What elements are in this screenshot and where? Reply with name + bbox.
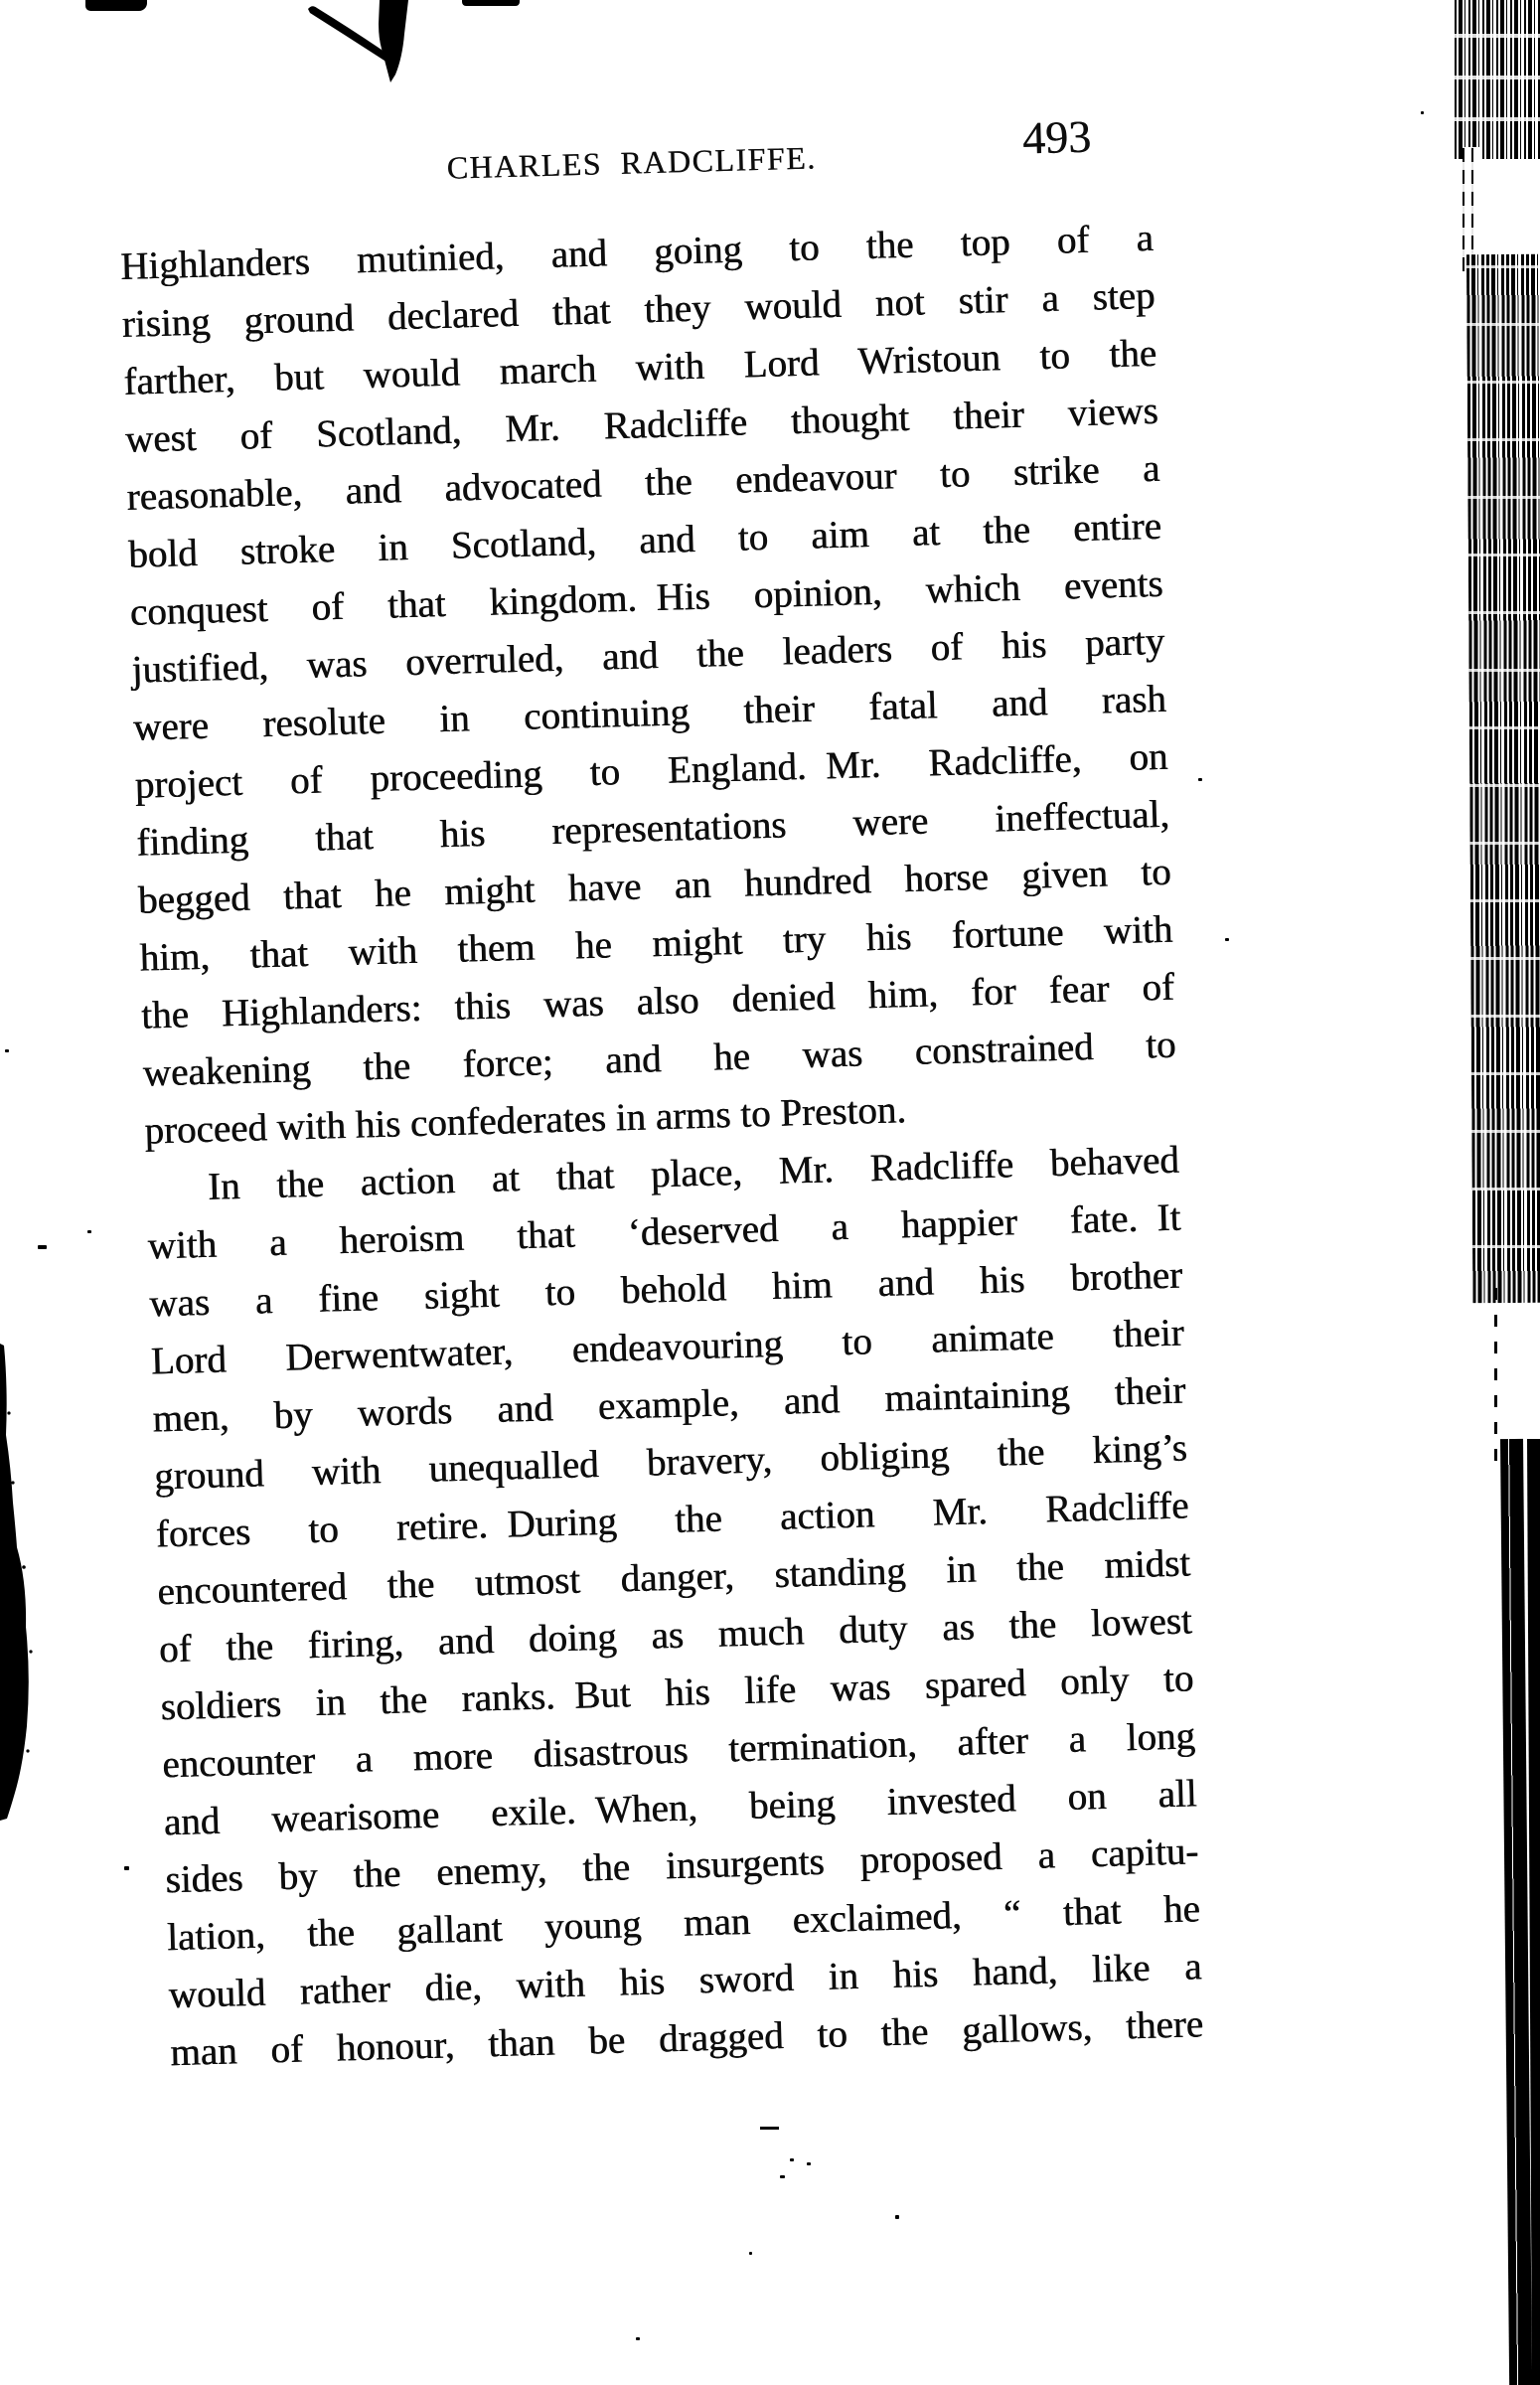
text-line: soldiers in the ranks. But his life was spared only to (160, 1657, 1194, 1729)
text-line: Lord Derwentwater, endeavouring to animate their (150, 1311, 1185, 1383)
page-text-block (117, 110, 1204, 2082)
text-line: ground with unequalled bravery, obliging the king’s (153, 1426, 1188, 1499)
running-header-title: CHARLES RADCLIFFE. (446, 139, 818, 186)
text-line: weakening the force; and he was constrained to (142, 1023, 1177, 1095)
text-line: begged that he might have an hundred horse given to (137, 850, 1172, 922)
text-line: finding that his representations were ineffectual, (135, 792, 1170, 865)
body-text (120, 210, 1204, 2082)
text-line: forces to retire. During the action Mr. Radcliffe (155, 1484, 1190, 1556)
scan-edge-streaks-artifact (1455, 0, 1540, 159)
text-line: him, that with them he might try his fortune with (139, 907, 1173, 980)
top-edge-smudge-artifact (85, 0, 147, 11)
text-line: of the firing, and doing as much duty as the lowest (158, 1599, 1193, 1671)
text-line: man of honour, than be dragged to the gallows, there (169, 2002, 1204, 2075)
stray-dot-artifact (87, 1230, 91, 1233)
text-line: Highlanders mutinied, and going to the top of a (119, 216, 1155, 288)
text-line: encounter a more disastrous termination, after a long (161, 1714, 1196, 1787)
text-line: lation, the gallant young man exclaimed, “ that he (166, 1887, 1201, 1960)
left-edge-ink-blob-artifact (0, 1344, 40, 1821)
text-line: and wearisome exile. When, being invested on all (163, 1772, 1198, 1844)
text-line: justified, was overruled, and the leaders of his party (131, 619, 1165, 692)
stray-dot-artifact (1225, 938, 1229, 941)
text-line: farther, but would march with Lord Wristoun to the (122, 331, 1157, 403)
text-line: sides by the enemy, the insurgents proposed a capitu- (165, 1829, 1199, 1902)
stray-dot-artifact (5, 1049, 9, 1052)
stray-dot-artifact (1198, 778, 1202, 781)
text-line: project of proceeding to England. Mr. Radcliffe, on (134, 734, 1169, 807)
text-line: rising ground declared that they would not stir a step (121, 273, 1156, 346)
text-line: conquest of that kingdom. His opinion, which events (129, 561, 1164, 634)
stray-dot-artifact (895, 2215, 899, 2219)
scan-edge-streaks-artifact (1463, 147, 1480, 271)
text-line: with a heroism that ‘deserved a happier fate. It (147, 1195, 1182, 1268)
scan-edge-streak-line-artifact (1494, 1287, 1497, 1461)
text-line-paragraph-start: In the action at that place, Mr. Radcliffe behaved (207, 1138, 1180, 1208)
ink-blot-artifact (296, 0, 417, 91)
stray-dot-artifact (749, 2252, 752, 2255)
stray-dot-artifact (124, 1866, 129, 1870)
page-number: 493 (1021, 110, 1092, 164)
stray-dot-artifact (807, 2162, 811, 2165)
stray-dot-artifact (636, 2337, 640, 2340)
top-edge-smudge-artifact (462, 0, 520, 6)
stray-dot-artifact (1421, 111, 1424, 114)
stray-dot-artifact (790, 2158, 794, 2161)
text-line: was a fine sight to behold him and his brother (148, 1253, 1183, 1326)
text-line-paragraph-end: proceed with his confederates in arms to Preston. (144, 1088, 907, 1153)
text-line: men, by words and example, and maintaining their (152, 1368, 1186, 1441)
text-line: would rather die, with his sword in his hand, like a (168, 1945, 1203, 2017)
stray-dot-artifact (780, 2175, 785, 2178)
scan-edge-streaks-artifact (1466, 254, 1540, 1303)
text-line: encountered the utmost danger, standing in the midst (156, 1541, 1191, 1614)
text-line: bold stroke in Scotland, and to aim at the entire (127, 504, 1162, 576)
text-line: were resolute in continuing their fatal and rash (132, 677, 1167, 749)
stray-dash-artifact (760, 2127, 779, 2130)
text-line: reasonable, and advocated the endeavour to strike a (126, 446, 1160, 519)
running-header (117, 110, 1152, 207)
stray-dot-artifact (38, 1245, 47, 1249)
text-line: the Highlanders: this was also denied him, for fear of (140, 965, 1175, 1037)
text-line: west of Scotland, Mr. Radcliffe thought their views (124, 389, 1159, 461)
